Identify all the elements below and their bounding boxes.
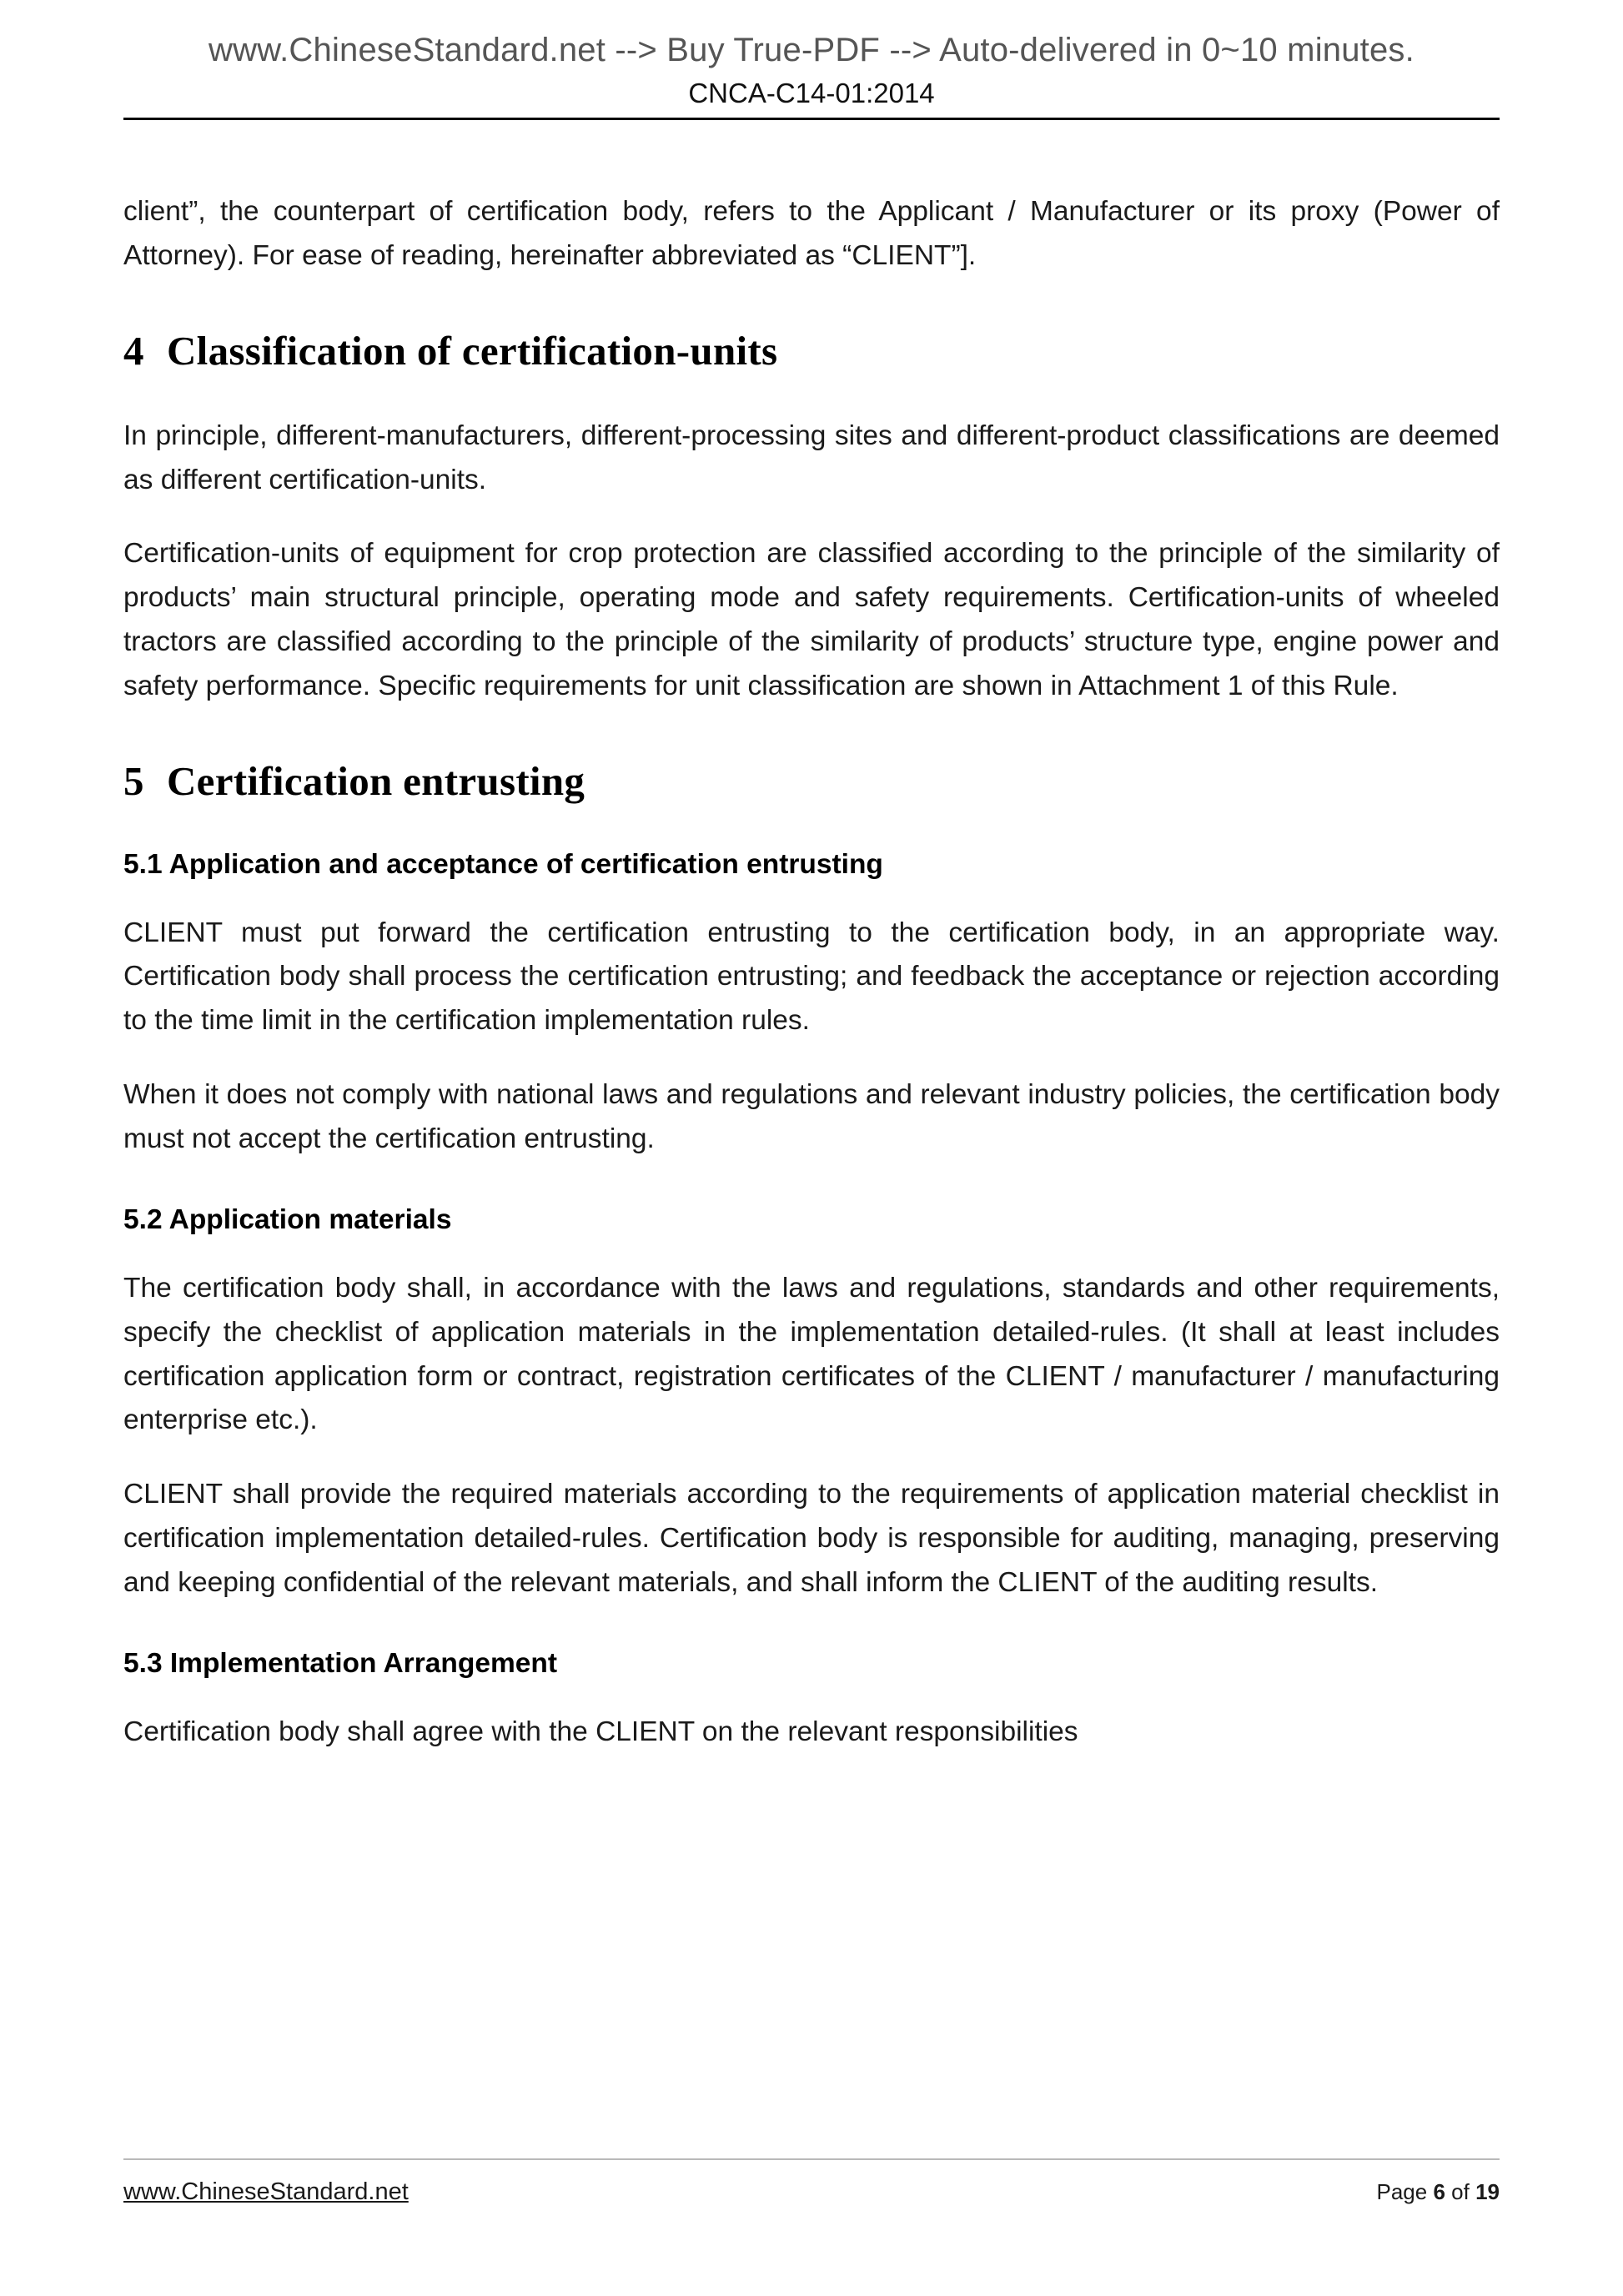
section-number-5: 5 [123, 758, 144, 805]
page-footer [123, 2158, 1500, 2206]
section-number-4: 4 [123, 327, 144, 374]
section-5-3-paragraph-1: Certification body shall agree with the CLIENT on the relevant responsibilities [123, 1716, 1078, 1747]
page-total-number: 19 [1475, 2179, 1500, 2204]
subsection-heading-5-2: 5.2 Application materials [123, 1204, 452, 1236]
page-label-prefix: Page [1376, 2179, 1428, 2204]
watermark-text: www.ChineseStandard.net --> Buy True-PDF --> Auto-delivered in 0~10 minutes. [209, 32, 1414, 68]
section-5-1-paragraph-1: CLIENT must put forward the certification entrusting to the certification body, in an appropriate way. Certification body shall process the certification entrusting; and feedback the acceptance or rejection according to the time limit in the certification implementation rules. [123, 917, 1500, 1037]
intro-paragraph: client”, the counterpart of certification body, refers to the Applicant / Manufacturer or its proxy (Power of Attorney). For ease of reading, hereinafter abbreviated as “CLIENT”]. [123, 196, 1500, 271]
subsection-heading-5-3: 5.3 Implementation Arrangement [123, 1648, 557, 1680]
section-5-2-paragraph-1: The certification body shall, in accordance with the laws and regulations, standards and other requirements, specify the checklist of application materials in the implementation detailed-rules. (It shall at least includes certification application form or contract, registration certificates of the CLIENT / manufacturer / manufacturing enterprise etc.). [123, 1272, 1500, 1436]
page-current-number: 6 [1433, 2179, 1445, 2204]
section-4-paragraph-2: Certification-units of equipment for crop protection are classified according to the principle of the similarity of products’ main structural principle, operating mode and safety requirements. Certification-units of wheeled tractors are classified according to the principle of the similarity of products’ structure type, engine power and safety performance. Specific requirements for unit classification are shown in Attachment 1 of this Rule. [123, 538, 1500, 702]
section-5-2-paragraph-2: CLIENT shall provide the required materials according to the requirements of application material checklist in certification implementation detailed-rules. Certification body is responsible for auditing, managing, preserving and keeping confidential of the relevant materials, and shall inform the CLIENT of the auditing results. [123, 1479, 1500, 1599]
footer-row [123, 2178, 1500, 2206]
section-title-5: Certification entrusting [167, 758, 585, 805]
footer-divider [123, 2158, 1500, 2160]
page-label-middle: of [1451, 2179, 1470, 2204]
page-indicator [1376, 2179, 1500, 2205]
subsection-heading-5-1: 5.1 Application and acceptance of certification entrusting [123, 848, 883, 880]
header-divider [123, 118, 1500, 120]
page-header [0, 0, 1623, 120]
footer-website-link[interactable]: www.ChineseStandard.net [123, 2178, 409, 2205]
section-title-4: Classification of certification-units [167, 327, 778, 374]
section-heading-5 [123, 757, 1500, 806]
section-5-1-paragraph-2: When it does not comply with national laws and regulations and relevant industry policies, the certification body must not accept the certification entrusting. [123, 1079, 1500, 1155]
section-heading-4 [123, 327, 1500, 376]
document-body [123, 190, 1500, 1755]
standard-number: CNCA-C14-01:2014 [688, 78, 935, 108]
section-4-paragraph-1: In principle, different-manufacturers, different-processing sites and different-product classifications are deemed as different certification-units. [123, 420, 1500, 495]
